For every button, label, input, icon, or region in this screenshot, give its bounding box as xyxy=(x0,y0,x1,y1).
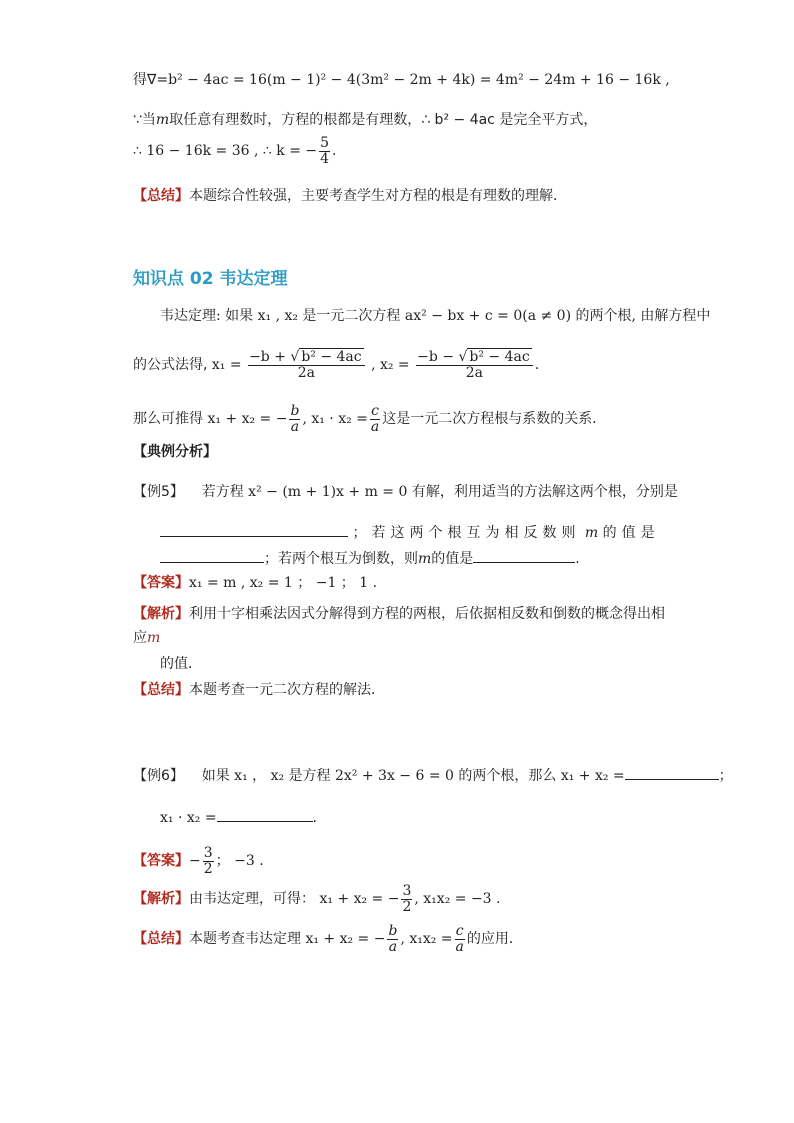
example-6-analysis xyxy=(133,884,500,914)
numerator: −b − √ b² − 4ac xyxy=(416,350,533,366)
discriminant-expression: b² − 4ac = 16(m − 1)² − 4(3m² − 2m + 4k) = 4m² − 24m + 16 − 16k , xyxy=(168,72,670,88)
example-5-line2 xyxy=(160,521,660,543)
answer-blank[interactable] xyxy=(160,547,264,563)
text: . xyxy=(575,551,580,567)
example-5-answer xyxy=(133,573,377,593)
answer-text: x₁ = m , x₂ = 1 ； −1 ； 1 . xyxy=(189,575,378,591)
numerator: b xyxy=(388,923,398,939)
example-tag: 【例6】 xyxy=(133,768,184,784)
denominator: a xyxy=(388,938,398,955)
text: 由韦达定理，可得： x₁ + x₂ = − xyxy=(189,891,400,908)
numerator: b xyxy=(290,403,300,419)
numerator: c xyxy=(371,403,379,419)
denominator: 4 xyxy=(320,150,330,167)
text: 的公式法得, xyxy=(133,357,208,374)
text: 的应用． xyxy=(466,931,523,948)
denominator: a xyxy=(370,418,380,435)
text: 本题考查韦达定理 x₁ + x₂ = − xyxy=(189,931,386,948)
fraction xyxy=(455,924,465,954)
example-5-analysis-end: 的值． xyxy=(160,656,202,672)
text: 取任意有理数时，方程的根都是有理数，∴ b² − 4ac 是完全平方式， xyxy=(169,112,598,128)
var-m: m xyxy=(147,630,161,646)
answer-blank[interactable] xyxy=(473,547,575,563)
answer-tag: 【答案】 xyxy=(133,575,189,591)
example-tag: 【例5】 xyxy=(133,484,184,500)
example-5-question xyxy=(133,482,678,502)
text: −b − xyxy=(417,349,459,365)
text: , x₁x₂ = −3 . xyxy=(414,891,501,908)
typical-analysis-label: 【典例分析】 xyxy=(133,444,217,460)
analysis-tag: 【解析】 xyxy=(133,891,189,908)
numerator: 3 xyxy=(402,883,412,899)
denominator: a xyxy=(455,938,464,955)
radicand: b² − 4ac xyxy=(469,349,530,365)
text: 的值是 xyxy=(431,551,474,567)
var-m: m xyxy=(418,551,432,567)
quadratic-formula-line xyxy=(133,350,539,380)
example-5-summary xyxy=(133,680,385,700)
example-6-line2 xyxy=(160,806,317,828)
x1-formula xyxy=(248,350,365,380)
radicand: b² − 4ac xyxy=(301,349,362,365)
k-solution-line xyxy=(133,136,336,166)
numerator: 5 xyxy=(320,135,330,151)
x2-lhs: , x₂ = xyxy=(371,357,410,374)
numerator: −b + √ b² − 4ac xyxy=(248,350,365,366)
answer-tag: 【答案】 xyxy=(133,853,189,870)
analysis-tag: 【解析】 xyxy=(133,606,189,622)
denominator: a xyxy=(290,418,300,435)
equation: ∴ 16 − 16k = 36 , ∴ k = − xyxy=(133,143,318,160)
numerator: 3 xyxy=(203,845,213,861)
summary-tag: 【总结】 xyxy=(133,682,189,698)
analysis-text: 利用十字相乘法因式分解得到方程的两根，后依据相反数和倒数的概念得出相 xyxy=(189,606,665,622)
example-5-analysis xyxy=(133,604,665,624)
answer-blank[interactable] xyxy=(625,764,719,780)
text: . xyxy=(332,143,337,160)
text: 得∇= xyxy=(133,72,169,88)
fraction xyxy=(319,136,330,166)
vieta-intro xyxy=(160,306,710,326)
x2-formula xyxy=(416,350,533,380)
example-5-line3 xyxy=(160,547,580,569)
text: ； −3 . xyxy=(215,853,264,870)
text: . xyxy=(534,357,540,374)
summary-tag: 【总结】 xyxy=(133,188,189,204)
fraction xyxy=(401,884,412,914)
denominator: 2a xyxy=(297,364,315,381)
summary-text: 本题综合性较强，主要考查学生对方程的根是有理数的理解． xyxy=(189,188,567,204)
answer-blank[interactable] xyxy=(160,521,348,537)
summary-1 xyxy=(133,186,567,206)
text: ；若两个根互为倒数，则 xyxy=(264,551,418,567)
text: − xyxy=(189,853,201,870)
text: 的值是 xyxy=(602,525,660,541)
x1-lhs: x₁ = xyxy=(211,357,242,374)
text: −b + xyxy=(249,349,291,365)
summary-text: 本题考查一元二次方程的解法． xyxy=(189,682,385,698)
text: x₁ · x₂ = xyxy=(160,810,217,826)
denominator: 2 xyxy=(402,898,412,915)
text: 这是一元二次方程根与系数的关系． xyxy=(382,411,607,428)
numerator: c xyxy=(455,923,464,939)
fraction xyxy=(387,924,398,954)
denominator: 2a xyxy=(465,364,484,381)
section-heading: 知识点 02 韦达定理 xyxy=(133,269,288,289)
fraction xyxy=(370,404,380,434)
text: 应 xyxy=(133,630,147,646)
text: 韦达定理: 如果 x₁ , x₂ 是一元二次方程 ax² − bx + c = 0(a ≠ 0) 的两个根, 由解方程中 xyxy=(160,308,711,324)
example-6-answer xyxy=(133,846,264,876)
text: 若方程 x² − (m + 1)x + m = 0 有解，利用适当的方法解这两个根，分别是 xyxy=(201,484,678,500)
answer-blank[interactable] xyxy=(217,806,313,822)
fraction xyxy=(289,404,300,434)
text: 如果 x₁ ， x₂ 是方程 2x² + 3x − 6 = 0 的两个根，那么 x₁ + x₂ = xyxy=(201,768,625,784)
text: ； xyxy=(718,768,733,784)
text: 那么可推得 x₁ + x₂ = − xyxy=(133,411,288,428)
text: . xyxy=(312,810,317,826)
vieta-relation-line xyxy=(133,404,606,434)
fraction xyxy=(203,846,214,876)
example-5-analysis-cont xyxy=(133,628,160,648)
summary-tag: 【总结】 xyxy=(133,931,189,948)
var-m: m xyxy=(155,112,170,128)
text: , x₁x₂ = xyxy=(400,931,453,948)
text: ；若这两个根互为相反数则 xyxy=(352,525,581,541)
rational-condition-line xyxy=(133,110,597,130)
var-m: m xyxy=(584,525,599,541)
example-6-summary xyxy=(133,924,523,954)
discriminant-line xyxy=(133,70,670,90)
text: ∵当 xyxy=(133,112,156,128)
example-6-question xyxy=(133,764,733,786)
text: , x₁ · x₂ = xyxy=(302,411,368,428)
denominator: 2 xyxy=(203,860,213,877)
